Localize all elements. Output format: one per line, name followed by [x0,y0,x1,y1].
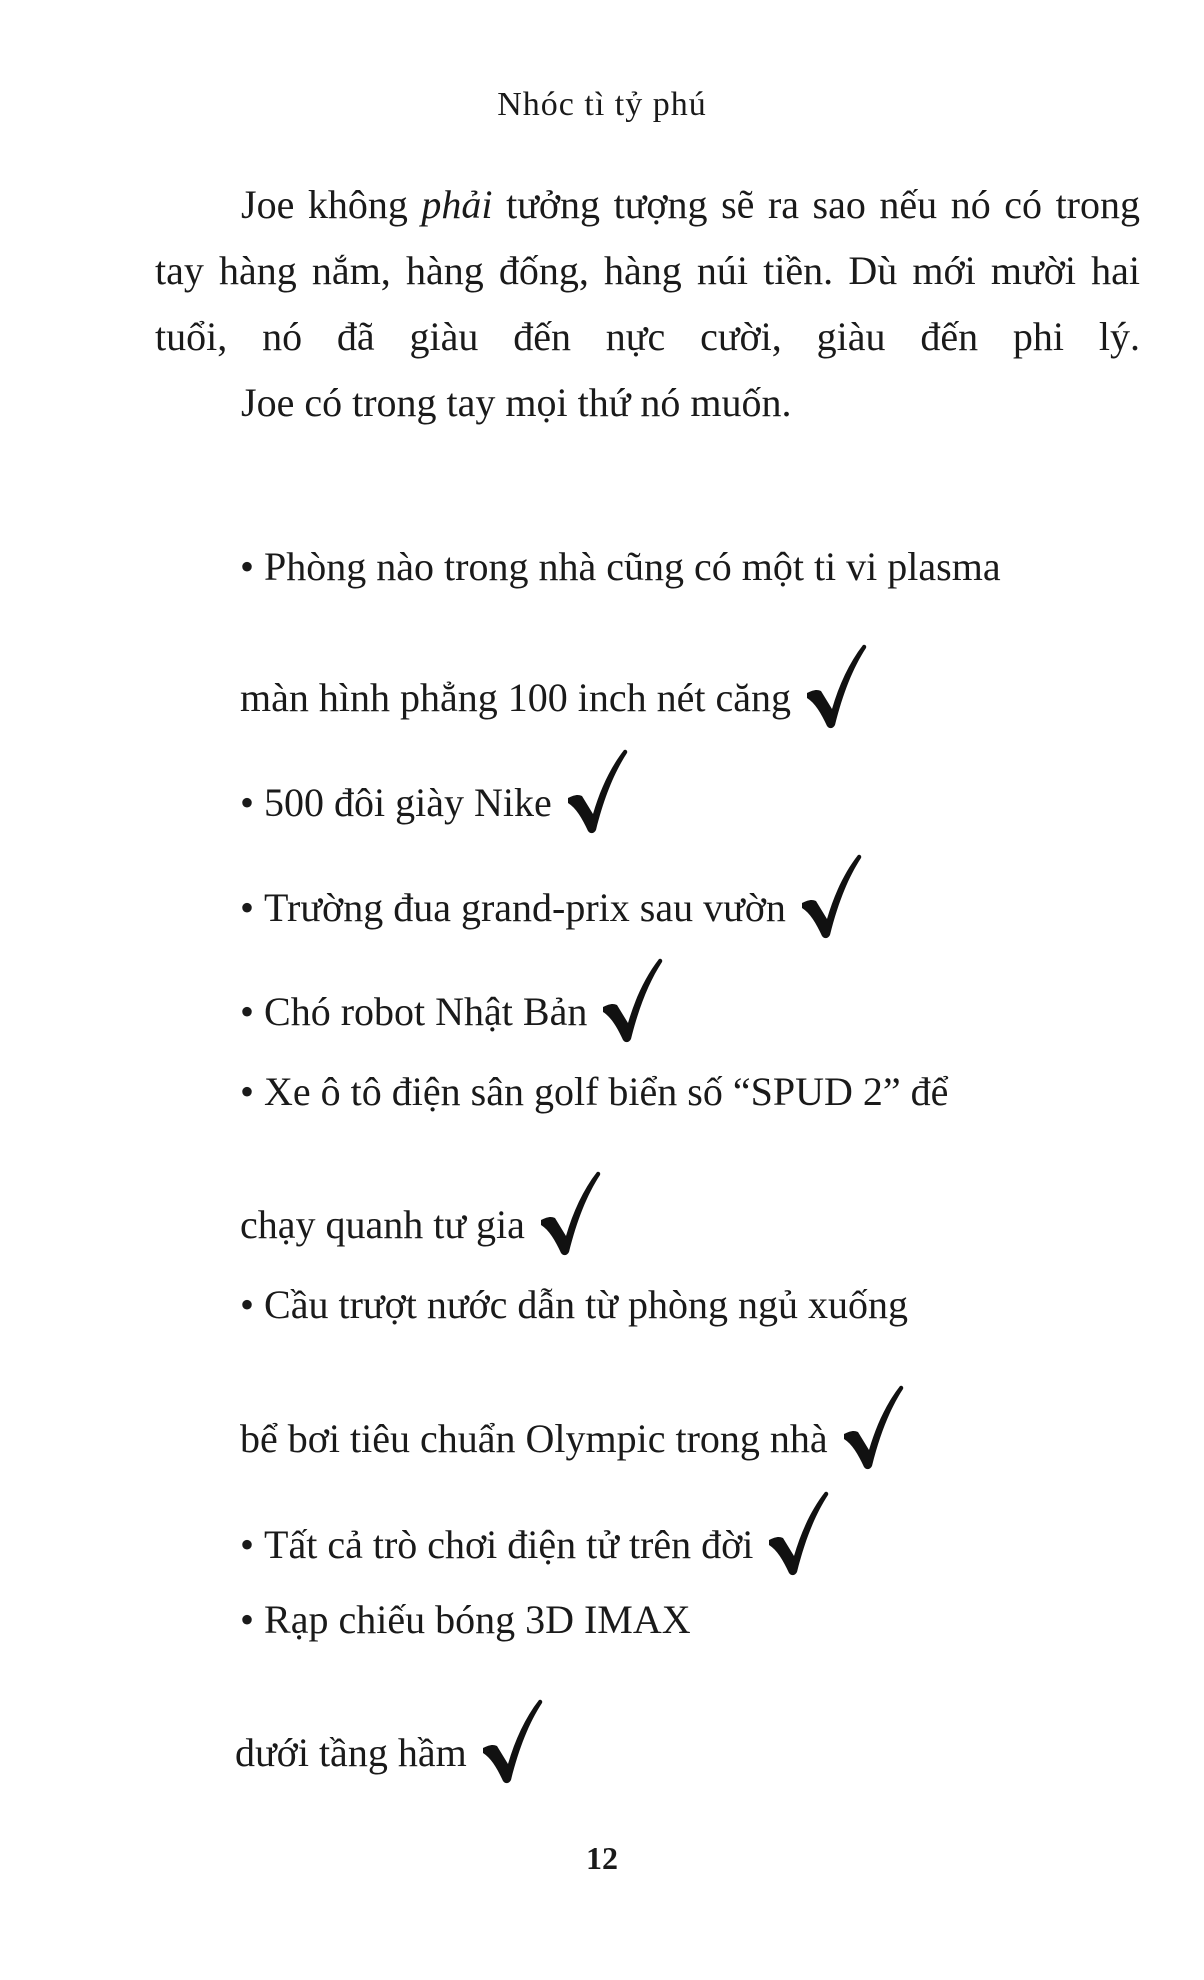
list-item-6-line-2 [240,1384,904,1470]
list-item-5-line-1 [240,1067,948,1117]
list-item-text: Rạp chiếu bóng 3D IMAX [264,1597,691,1642]
list-item-6-line-1 [240,1280,908,1330]
checkmark-icon [566,748,628,834]
list-item-8-line-2 [235,1698,543,1784]
list-item-3 [240,853,862,939]
list-item-2 [240,748,628,834]
bullet: • [240,1597,255,1642]
list-item-text: Cầu trượt nước dẫn từ phòng ngủ xuống [264,1282,908,1327]
intro-text-start: Joe không [241,182,422,227]
list-item-text: bể bơi tiêu chuẩn Olympic trong nhà [240,1416,828,1461]
list-item-8-line-1 [240,1595,691,1645]
intro-paragraph-2: Joe có trong tay mọi thứ nó muốn. [241,380,792,425]
intro-text-end: tưởng tượng sẽ ra sao nếu nó có trong tay hàng nắm, hàng đống, hàng núi tiền. Dù mới mười hai tuổi, nó đã giàu đến nực cười, giàu đến phi lý. [155,182,1141,359]
bullet: • [240,1282,255,1327]
bullet: • [240,544,255,589]
checkmark-icon [481,1698,543,1784]
list-item-7 [240,1490,829,1576]
bullet: • [240,780,255,825]
bullet: • [240,989,255,1034]
list-item-text: Phòng nào trong nhà cũng có một ti vi plasma [264,544,1001,589]
bullet: • [240,1069,255,1114]
checkmark-icon [805,643,867,729]
list-item-1-line-1 [240,542,1001,592]
intro-italic-word: phải [421,182,493,227]
checkmark-icon [767,1490,829,1576]
list-item-4 [240,957,663,1043]
list-item-text: dưới tầng hầm [235,1730,467,1775]
checkmark-icon [601,957,663,1043]
checkmark-icon [539,1170,601,1256]
list-item-text: Tất cả trò chơi điện tử trên đời [264,1522,754,1567]
checkmark-icon [842,1384,904,1470]
list-item-text: Chó robot Nhật Bản [264,989,588,1034]
list-item-text: Trường đua grand-prix sau vườn [264,885,786,930]
bullet: • [240,885,255,930]
list-item-text: Xe ô tô điện sân golf biển số “SPUD 2” để [264,1069,949,1114]
list-item-5-line-2 [240,1170,601,1256]
intro-paragraphs [155,172,1140,436]
checkmark-icon [800,853,862,939]
intro-paragraph-1 [155,172,1140,370]
list-item-text: màn hình phẳng 100 inch nét căng [240,675,791,720]
page-number: 12 [586,1840,618,1876]
bullet: • [240,1522,255,1567]
running-header: Nhóc tì tỷ phú [497,86,707,123]
list-item-text: chạy quanh tư gia [240,1202,525,1247]
list-item-1-line-2 [240,643,867,729]
list-item-text: 500 đôi giày Nike [264,780,552,825]
